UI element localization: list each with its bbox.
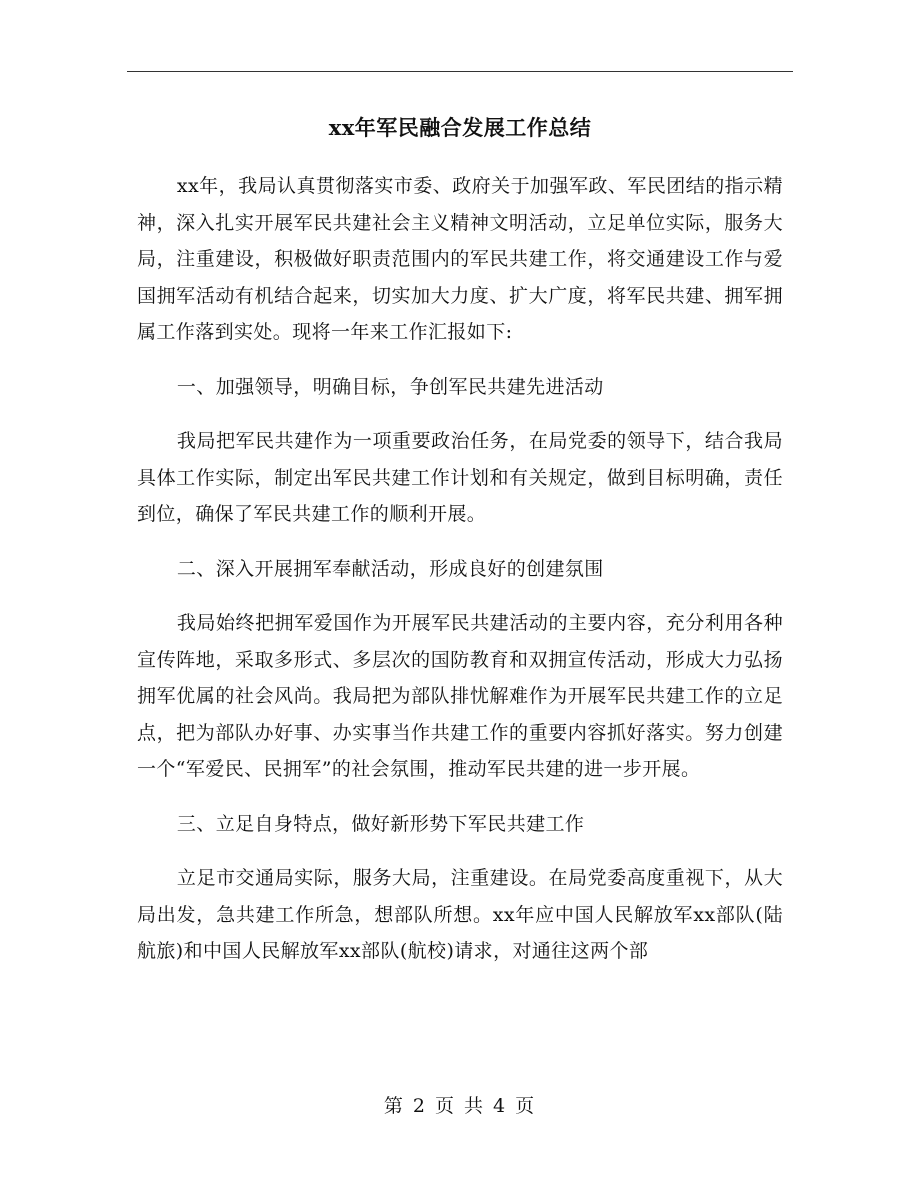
section-heading-3: 三、立足自身特点，做好新形势下军民共建工作 <box>176 812 585 835</box>
header-divider <box>127 71 793 72</box>
intro-paragraph: xx年，我局认真贯彻落实市委、政府关于加强军政、军民团结的指示精神，深入扎实开展军民共建社会主义精神文明活动，立足单位实际，服务大局，注重建设，积极做好职责范围内的军民共建工作，将交通建设工作与爱国拥军活动有机结合起来，切实加大力度、扩大广度，将军民共建、拥军拥属工作落到实处。现将一年来工作汇报如下: <box>137 175 783 343</box>
section-2-paragraph: 我局始终把拥军爱国作为开展军民共建活动的主要内容，充分利用各种宣传阵地，采取多形式、多层次的国防教育和双拥宣传活动，形成大力弘扬拥军优属的社会风尚。我局把为部队排忧解难作为开展军民共建工作的立足点，把为部队办好事、办实事当作共建工作的重要内容抓好落实。努力创建一个“军爱民、民拥军”的社会氛围，推动军民共建的进一步开展。 <box>137 612 783 780</box>
section-heading-1: 一、加强领导，明确目标，争创军民共建先进活动 <box>176 375 604 398</box>
page-footer: 第 2 页 共 4 页 <box>383 1095 537 1117</box>
section-3-paragraph: 立足市交通局实际，服务大局，注重建设。在局党委高度重视下，从大局出发，急共建工作所急，想部队所想。xx年应中国人民解放军xx部队(陆航旅)和中国人民解放军xx部队(航校)请求，对通往这两个部 <box>137 867 783 962</box>
section-heading-2: 二、深入开展拥军奉献活动，形成良好的创建氛围 <box>176 557 604 580</box>
document-body <box>137 168 783 988</box>
section-1-paragraph: 我局把军民共建作为一项重要政治任务，在局党委的领导下，结合我局具体工作实际，制定出军民共建工作计划和有关规定，做到目标明确，责任到位，确保了军民共建工作的顺利开展。 <box>137 430 783 525</box>
document-title: xx年军民融合发展工作总结 <box>328 115 592 140</box>
